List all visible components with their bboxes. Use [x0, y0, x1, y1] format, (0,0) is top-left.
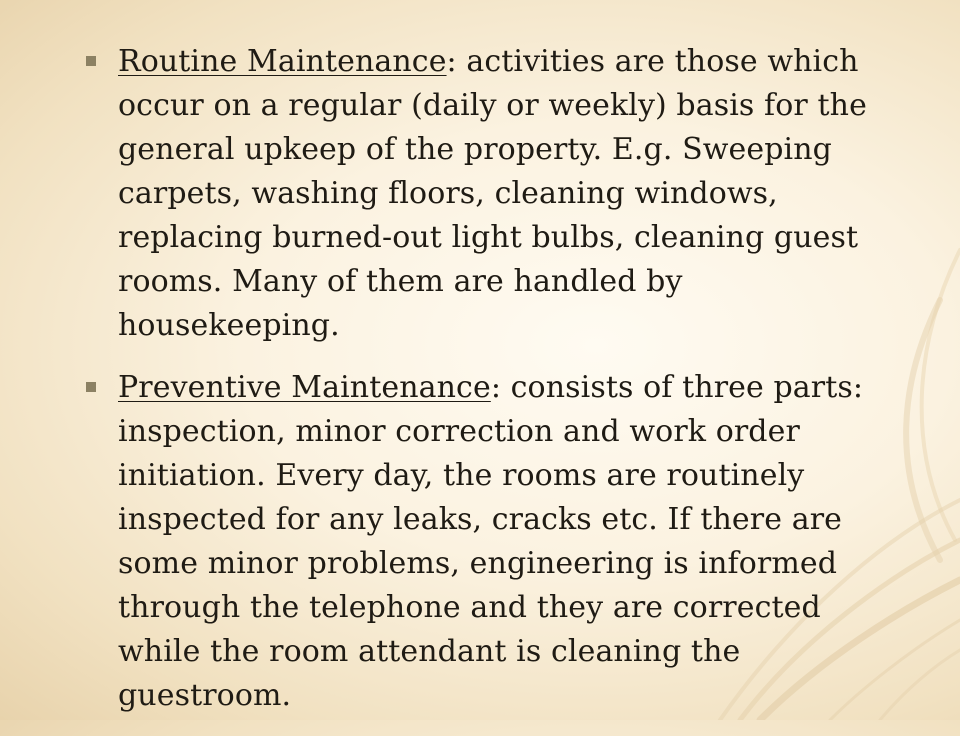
- bullet-list: [82, 40, 882, 736]
- bullet-preventive-maintenance: [82, 366, 882, 718]
- term-preventive-maintenance: Preventive Maintenance: [118, 370, 491, 405]
- square-bullet-icon: [86, 56, 96, 66]
- description-preventive-maintenance: : consists of three parts: inspection, minor correction and work order initiation. Every day, the rooms are routinely inspected for any leaks, cracks etc. If there are some minor problems, engineering is informed through the telephone and they are corrected while the room attendant is cleaning the guestroom.: [118, 370, 864, 713]
- term-routine-maintenance: Routine Maintenance: [118, 44, 447, 79]
- square-bullet-icon: [86, 382, 96, 392]
- bullet-routine-maintenance: [82, 40, 882, 348]
- description-routine-maintenance: : activities are those which occur on a regular (daily or weekly) basis for the general upkeep of the property. E.g. Sweeping carpets, washing floors, cleaning windows, replacing burned-out light bulbs, cleaning guest rooms. Many of them are handled by housekeeping.: [118, 44, 867, 343]
